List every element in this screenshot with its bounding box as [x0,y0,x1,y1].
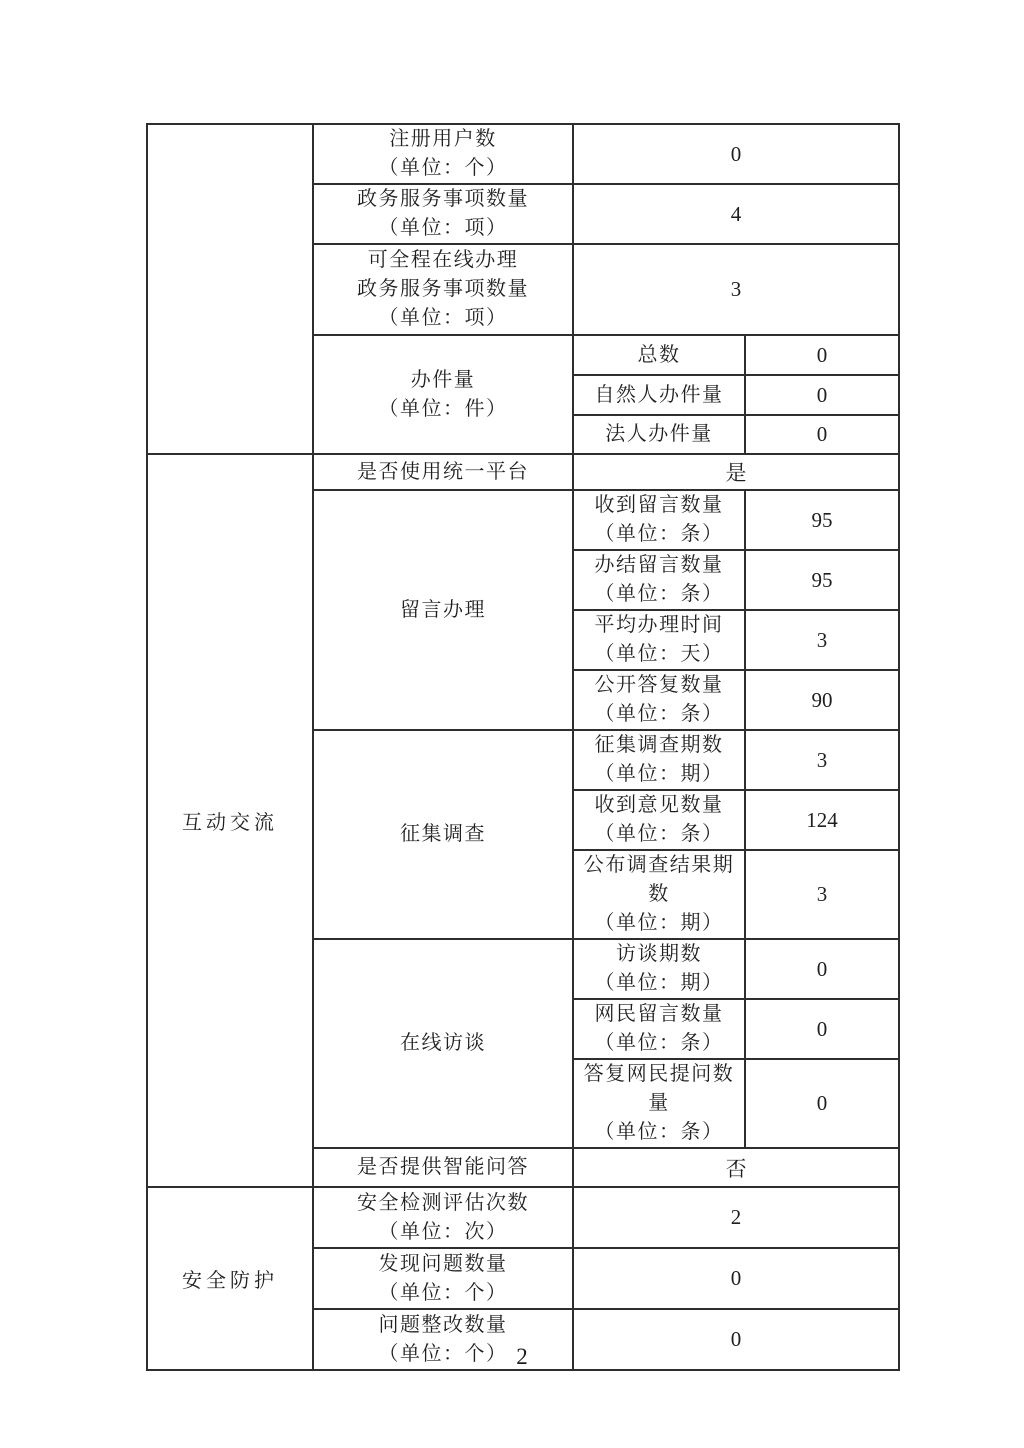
value-cell [573,1148,899,1187]
sub-label-cell [573,490,745,550]
value-cell [745,790,899,850]
label-line: 收到留言数量 [594,494,724,516]
label-line: 4 [730,201,742,226]
label-line: 95 [811,567,833,592]
label-line: 0 [730,141,742,166]
group-label-cell [313,730,573,939]
label-line: 自然人办件量 [594,383,724,406]
value-cell [745,1059,899,1148]
label-line: 124 [806,807,838,832]
table-row [147,454,899,490]
report-table-body [147,124,899,1370]
row-label-cell [313,1248,573,1309]
label-line: （单位：项） [378,217,508,239]
value-cell [745,490,899,550]
label-line: 留言办理 [400,598,486,621]
value-cell [745,850,899,939]
label-line: 3 [816,882,828,906]
row-label-cell [313,124,573,184]
row-label-cell [313,184,573,244]
label-line: 是否提供智能问答 [357,1156,529,1178]
label-line: 平均办理时间 [594,614,724,636]
page-number: 2 [516,1344,528,1369]
label-line: 2 [730,1205,742,1229]
label-line: 征集调查 [400,823,486,845]
row-label-cell [313,1187,573,1248]
value-cell [573,454,899,490]
label-line: （单位：条） [594,523,724,545]
label-line: （单位：期） [594,912,724,934]
label-line: 是 [725,461,747,485]
label-line: 注册用户数 [389,128,497,150]
table-row [147,124,899,184]
group-label-cell [313,335,573,454]
value-cell [745,415,899,454]
sub-label-cell [573,999,745,1059]
value-cell [745,375,899,415]
label-line: 办结留言数量 [594,554,724,576]
row-label-cell [313,1148,573,1187]
label-line: 90 [811,687,833,712]
label-line: 0 [730,1266,742,1290]
row-label-cell [313,244,573,335]
sub-label-cell [573,1059,745,1148]
sub-label-cell [573,610,745,670]
label-line: 否 [725,1156,747,1181]
label-line: 收到意见数量 [594,794,724,816]
label-line: 安全检测评估次数 [357,1191,529,1214]
sub-label-cell [573,850,745,939]
sub-label-cell [573,550,745,610]
category-cell [147,124,313,454]
label-line: 公开答复数量 [594,674,724,696]
label-line: 总数 [637,343,681,366]
label-line: 网民留言数量 [594,1003,724,1025]
label-line: 0 [816,342,828,367]
label-line: （单位：天） [594,643,724,665]
label-line: 法人办件量 [605,423,713,445]
label-line: （单位：件） [378,397,508,420]
label-line: 0 [816,382,828,407]
label-line: 互动交流 [182,812,278,834]
label-line: （单位：个） [378,157,508,179]
value-cell [573,1248,899,1309]
value-cell [573,184,899,244]
label-line: 3 [816,747,828,772]
sub-label-cell [573,670,745,730]
report-table [146,123,900,1371]
label-line: 0 [816,1016,828,1041]
label-line: 95 [811,507,833,532]
label-line: 政务服务事项数量 [357,278,529,300]
label-line: 公布调查结果期数 [583,854,735,905]
label-line: 0 [730,1327,742,1351]
value-cell [745,670,899,730]
value-cell [745,999,899,1059]
sub-label-cell [573,790,745,850]
label-line: （单位：次） [378,1220,508,1243]
group-label-cell [313,490,573,730]
value-cell [745,730,899,790]
label-line: （单位：个） [378,1342,508,1365]
category-cell [147,1187,313,1370]
label-line: （单位：条） [594,823,724,845]
label-line: 征集调查期数 [594,734,724,756]
label-line: （单位：期） [594,763,724,785]
label-line: 0 [816,1091,828,1115]
label-line: 是否使用统一平台 [357,460,529,483]
group-label-cell [313,939,573,1148]
label-line: 办件量 [410,368,476,391]
value-cell [573,244,899,335]
label-line: 0 [816,422,828,446]
label-line: （单位：个） [378,1281,508,1304]
label-line: 答复网民提问数量 [583,1063,735,1114]
sub-label-cell [573,939,745,999]
label-line: 0 [816,956,828,981]
value-cell [745,939,899,999]
label-line: 在线访谈 [400,1032,486,1054]
table-row [147,1187,899,1248]
label-line: （单位：条） [594,1121,724,1143]
label-line: 可全程在线办理 [367,249,519,271]
row-label-cell [313,454,573,490]
sub-label-cell [573,335,745,375]
label-line: （单位：条） [594,703,724,725]
label-line: 问题整改数量 [378,1313,508,1336]
sub-label-cell [573,415,745,454]
value-cell [745,610,899,670]
value-cell [573,124,899,184]
label-line: （单位：条） [594,583,724,605]
value-cell [745,550,899,610]
label-line: 3 [730,277,742,301]
label-line: 政务服务事项数量 [357,188,529,210]
label-line: 安全防护 [182,1270,278,1292]
label-line: （单位：条） [594,1032,724,1054]
label-line: 3 [816,627,828,652]
label-line: （单位：项） [378,307,508,329]
category-cell [147,454,313,1187]
sub-label-cell [573,730,745,790]
sub-label-cell [573,375,745,415]
label-line: 发现问题数量 [378,1252,508,1275]
label-line: （单位：期） [594,972,724,994]
label-line: 访谈期数 [616,943,702,965]
value-cell [573,1187,899,1248]
value-cell [745,335,899,375]
